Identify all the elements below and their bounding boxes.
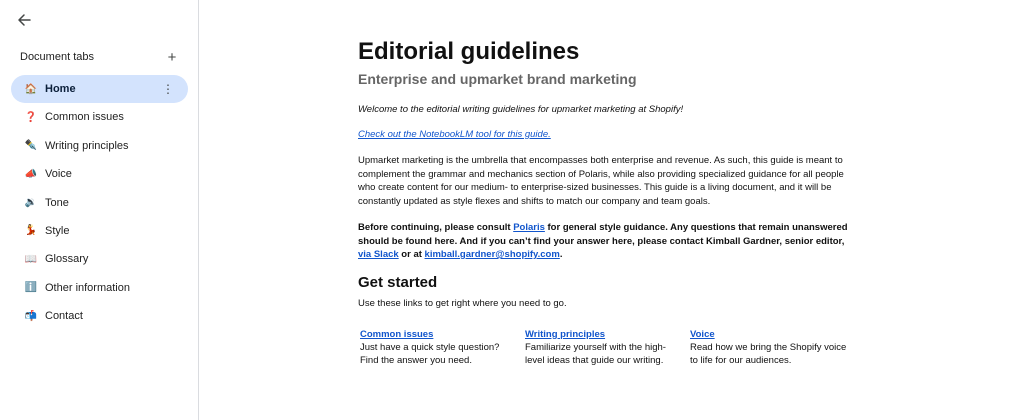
consult-text-2: for general style guidance. Any questions that remain unanswered should be found here. And if you can’t find your answer here, please contact Kimball Gardner, senior editor, <box>358 222 848 247</box>
document-body <box>358 38 858 368</box>
card-description: Just have a quick style question? Find the answer you need. <box>360 341 500 366</box>
document-sidebar <box>0 0 199 420</box>
tab-item-tone[interactable] <box>11 189 188 217</box>
email-link[interactable]: kimball.gardner@shopify.com <box>424 249 560 260</box>
tab-label-voice: Voice <box>45 168 72 181</box>
tab-label-tone: Tone <box>45 196 69 209</box>
polaris-link[interactable]: Polaris <box>513 222 545 233</box>
megaphone-icon: 📣 <box>24 168 38 180</box>
tab-item-voice[interactable] <box>11 160 188 188</box>
open-book-icon: 📖 <box>24 253 38 265</box>
writing-principles-link[interactable]: Writing principles <box>525 328 606 340</box>
quick-links <box>358 328 858 368</box>
tab-label-other-information: Other information <box>45 281 130 294</box>
overview-paragraph: Upmarket marketing is the umbrella that encompasses both enterprise and revenue. As such, this guide is meant to complement the grammar and mechanics section of Polaris, while also providing specialized guidance for all people who create content for our medium- to enterprise-sized businesses. This guide is a living document, and it will be constantly updated as style flexes and shifts to match our company and team goals. <box>358 155 844 207</box>
mailbox-icon: 📬 <box>24 310 38 322</box>
tab-label-writing-principles: Writing principles <box>45 139 129 152</box>
tab-label-contact: Contact <box>45 310 83 323</box>
consult-text-1: Before continuing, please consult <box>358 222 514 233</box>
house-icon: 🏠 <box>24 83 38 95</box>
more-options-icon[interactable]: ⋮ <box>162 82 174 96</box>
tab-item-contact[interactable] <box>11 302 188 330</box>
tab-item-other-information[interactable] <box>11 274 188 302</box>
quick-link-card <box>523 328 688 368</box>
tab-label-glossary: Glossary <box>45 253 89 266</box>
slack-link[interactable]: via Slack <box>358 249 399 260</box>
quick-link-card <box>688 328 853 368</box>
back-arrow-icon[interactable] <box>12 8 36 32</box>
quick-link-card <box>358 328 523 368</box>
tab-item-style[interactable] <box>11 217 188 245</box>
consult-text-4: . <box>559 249 563 260</box>
page-title: Editorial guidelines <box>358 38 580 65</box>
tab-item-common-issues[interactable] <box>11 103 188 131</box>
consult-text-3: or at <box>398 249 425 260</box>
tab-item-writing-principles[interactable] <box>11 132 188 160</box>
dancer-icon: 💃 <box>24 225 38 237</box>
document-tabs-title: Document tabs <box>20 51 94 63</box>
tab-item-glossary[interactable] <box>11 245 188 273</box>
get-started-description: Use these links to get right where you need to go. <box>358 297 567 309</box>
speaker-icon: 🔉 <box>24 197 38 209</box>
card-description: Familiarize yourself with the high-level ideas that guide our writing. <box>525 341 666 366</box>
document-tabs-header <box>20 48 180 66</box>
tab-label-style: Style <box>45 224 70 237</box>
get-started-heading: Get started <box>358 273 438 291</box>
info-icon: ℹ️ <box>24 282 38 294</box>
voice-link[interactable]: Voice <box>690 328 715 340</box>
add-tab-plus-icon[interactable]: + <box>167 48 177 66</box>
page-subtitle: Enterprise and upmarket brand marketing <box>358 71 637 87</box>
common-issues-link[interactable]: Common issues <box>360 328 434 340</box>
pen-icon: ✒️ <box>24 140 38 152</box>
tab-item-home[interactable] <box>11 75 188 103</box>
tab-label-home: Home <box>45 83 76 95</box>
tab-label-common-issues: Common issues <box>45 111 124 124</box>
card-description: Read how we bring the Shopify voice to life for our audiences. <box>690 341 847 366</box>
tab-list <box>11 75 188 331</box>
intro-text: Welcome to the editorial writing guidelines for upmarket marketing at Shopify! <box>358 104 684 115</box>
question-mark-icon: ❓ <box>24 111 38 123</box>
consult-paragraph <box>358 221 858 262</box>
notebooklm-link[interactable]: Check out the NotebookLM tool for this guide. <box>358 129 551 140</box>
